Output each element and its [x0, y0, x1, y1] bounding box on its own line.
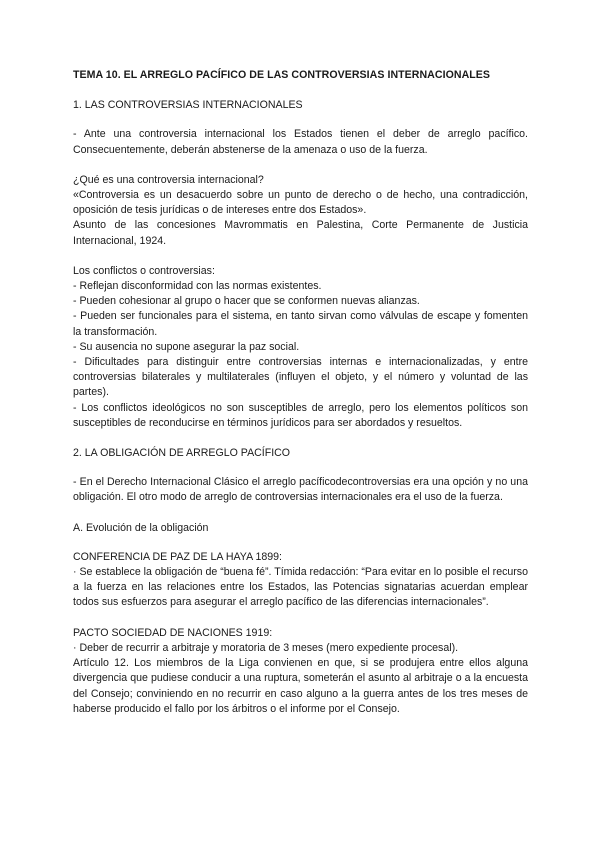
section-1-intro: - Ante una controversia internacional los Estados tienen el deber de arreglo pacífico. Consecuentemente, deberán abstenerse de la amenaza o uso de la fuerza.: [73, 128, 528, 156]
conflicts-item: - Pueden ser funcionales para el sistema, en tanto sirvan como válvulas de escape y fomenten la transformación.: [73, 310, 528, 338]
league-point: · Deber de recurrir a arbitraje y moratoria de 3 meses (mero expediente procesal).: [73, 641, 459, 654]
conflicts-item: - Los conflictos ideológicos no son susceptibles de arreglo, pero los elementos políticos son susceptibles de reconducirse en términos jurídicos para ser abordados y resueltos.: [73, 401, 528, 429]
conflicts-item: - Dificultades para distinguir entre controversias internas e internacionalizadas, y entre controversias bilaterales y multilaterales (influyen el objeto, y el número y voluntad de las partes).: [73, 356, 528, 399]
section-2-subheading: A. Evolución de la obligación: [73, 521, 209, 534]
conflicts-heading: Los conflictos o controversias:: [73, 264, 215, 277]
conflicts-item: - Reflejan disconformidad con las normas existentes.: [73, 280, 322, 293]
definition-question: ¿Qué es una controversia internacional?: [73, 173, 264, 186]
definition-case: Asunto de las concesiones Mavrommatis en Palestina, Corte Permanente de Justicia Internacional, 1924.: [73, 219, 528, 247]
document-title: TEMA 10. EL ARREGLO PACÍFICO DE LAS CONTROVERSIAS INTERNACIONALES: [73, 69, 491, 81]
document-page: [73, 68, 528, 732]
conflicts-item: - Su ausencia no supone asegurar la paz social.: [73, 340, 300, 353]
definition-quote: «Controversia es un desacuerdo sobre un punto de derecho o de hecho, una contradicción, oposición de tesis jurídicas o de intereses entre dos Estados».: [73, 189, 528, 217]
section-2-intro: - En el Derecho Internacional Clásico el arreglo pacíficodecontroversias era una opción y no una obligación. El otro modo de arreglo de controversias internacionales era el uso de la fuerza.: [73, 476, 528, 504]
section-1-heading: 1. LAS CONTROVERSIAS INTERNACIONALES: [73, 99, 303, 112]
conflicts-block: [73, 264, 528, 431]
section-2-heading: 2. LA OBLIGACIÓN DE ARREGLO PACÍFICO: [73, 447, 291, 460]
hague-text: · Se establece la obligación de “buena fé”. Tímida redacción: “Para evitar en lo posible el recurso a la fuerza en las relaciones entre los Estados, las Potencias signatarias acuerdan emplear todos sus esfuerzos para asegurar el arreglo pacífico de las diferencias internacionales”.: [73, 566, 528, 609]
league-heading: PACTO SOCIEDAD DE NACIONES 1919:: [73, 626, 273, 639]
hague-heading: CONFERENCIA DE PAZ DE LA HAYA 1899:: [73, 550, 283, 563]
article-12: Artículo 12. Los miembros de la Liga convienen en que, si se produjera entre ellos alguna divergencia que pudiese conducir a una ruptura, someterán el asunto al arbitraje o a la encuesta del Consejo; conviniendo en no recurrir en caso alguno a la guerra antes de los tres meses de haberse producido el fallo por los árbitros o el informe por el Consejo.: [73, 657, 528, 715]
hague-block: [73, 550, 528, 611]
conflicts-item: - Pueden cohesionar al grupo o hacer que se conformen nuevas alianzas.: [73, 295, 420, 308]
definition-block: [73, 173, 528, 249]
league-block: [73, 626, 528, 717]
